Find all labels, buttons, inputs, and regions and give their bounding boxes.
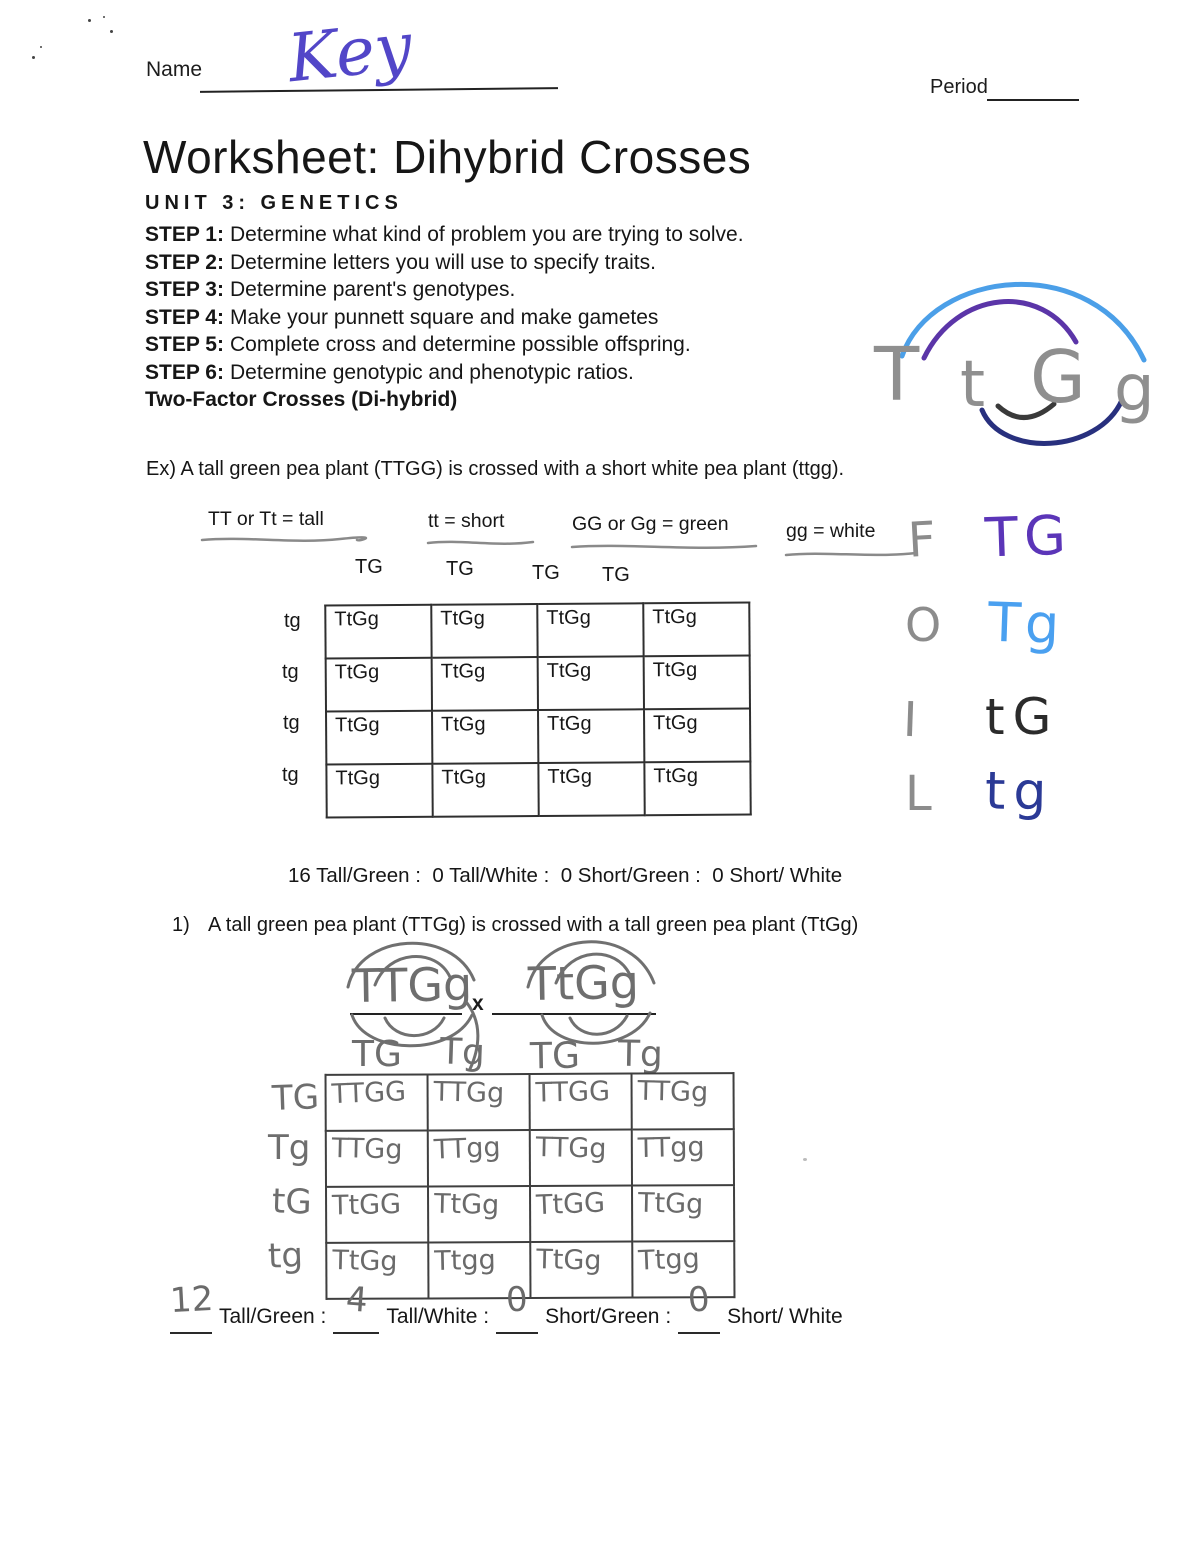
punnett-cell: TTGg bbox=[637, 1075, 709, 1109]
step-line bbox=[145, 276, 865, 304]
punnett-cell: TtGg bbox=[433, 1188, 500, 1221]
problem1-number: 1) bbox=[172, 914, 190, 936]
punnett-cell: TTGG bbox=[331, 1076, 407, 1111]
foil-letter-I: I bbox=[902, 691, 919, 749]
punnett-cell: TtGg bbox=[431, 604, 537, 658]
punnett-cell: Ttgg bbox=[433, 1244, 497, 1277]
step-text: Determine parent's genotypes. bbox=[229, 278, 516, 301]
period-label: Period bbox=[930, 76, 988, 98]
step-line bbox=[145, 304, 865, 332]
punnett-cell: TtGg bbox=[432, 657, 538, 711]
cross-x: x bbox=[472, 992, 484, 1015]
pencil-underline bbox=[570, 542, 760, 554]
step-text: Determine letters you will use to specify traits. bbox=[229, 250, 656, 274]
pencil-underline bbox=[426, 538, 536, 550]
punnett-cell: TtGg bbox=[538, 709, 644, 763]
trait-short: tt = short bbox=[428, 510, 505, 532]
pencil-underline bbox=[200, 535, 360, 547]
step-text: Make your punnett square and make gametes bbox=[229, 305, 659, 329]
punnett-cell: TtGg bbox=[644, 762, 750, 816]
ink-speck bbox=[40, 46, 42, 48]
page-title: Worksheet: Dihybrid Crosses bbox=[143, 131, 752, 183]
answer-value: 0 bbox=[686, 1279, 712, 1321]
punnett-cell: TtGg bbox=[644, 709, 750, 763]
example-row-gamete: tg bbox=[284, 610, 301, 632]
pencil-underline bbox=[784, 549, 919, 561]
punnett-cell: TtGg bbox=[326, 764, 432, 818]
trait-white: gg = white bbox=[786, 520, 876, 542]
p1-col-gamete: Tg bbox=[439, 1031, 486, 1074]
parent1-genotype: TTGg bbox=[351, 956, 473, 1014]
answer-blank bbox=[168, 1278, 215, 1334]
table-row bbox=[326, 1241, 734, 1299]
step-label: STEP 6: bbox=[145, 360, 224, 384]
ttgg-smiley-doodle bbox=[862, 248, 1192, 458]
step-line bbox=[145, 221, 865, 249]
parent1-top-inner-arc bbox=[375, 956, 450, 985]
punnett-cell: TTGg bbox=[433, 1076, 505, 1110]
punnett-cell: TTgg bbox=[433, 1131, 502, 1166]
ratio-label: Short/Green : bbox=[545, 1305, 672, 1328]
example-col-gamete: TG bbox=[602, 564, 630, 586]
punnett-cell: TtGg bbox=[432, 710, 538, 764]
punnett-cell: Ttgg bbox=[637, 1243, 701, 1277]
example-row-gamete: tg bbox=[283, 712, 300, 734]
parent2-top-outer-arc bbox=[528, 942, 654, 987]
example-ratio: 16 Tall/Green : 0 Tall/White : 0 Short/Green : 0 Short/ White bbox=[288, 864, 843, 887]
two-factor-heading: Two-Factor Crosses (Di-hybrid) bbox=[145, 388, 458, 411]
ratio-label: Short/ White bbox=[727, 1305, 843, 1328]
table-row bbox=[325, 603, 749, 659]
ratio-label: Tall/Green : bbox=[219, 1305, 327, 1328]
table-row bbox=[326, 656, 750, 712]
step-line bbox=[145, 249, 865, 277]
punnett-cell: TtGg bbox=[326, 711, 432, 765]
step-label: STEP 4: bbox=[145, 305, 224, 329]
parent2-bottom-inner-arc bbox=[570, 1016, 627, 1034]
ratio-label: Tall/White : bbox=[386, 1305, 490, 1328]
punnett-cell: TtGG bbox=[331, 1188, 402, 1222]
example-prompt: Ex) A tall green pea plant (TTGG) is crossed with a short white pea plant (ttgg). bbox=[146, 458, 845, 480]
example-col-gamete: TG bbox=[446, 558, 474, 580]
doodle-letter-t: t bbox=[960, 348, 986, 422]
punnett-cell: TtGg bbox=[325, 605, 431, 659]
step-text: Determine what kind of problem you are trying to solve. bbox=[229, 223, 744, 246]
period-underline bbox=[987, 99, 1079, 101]
step-label: STEP 5: bbox=[145, 333, 224, 356]
punnett-cell: TTGg bbox=[535, 1132, 607, 1165]
parent2-top-inner-arc bbox=[556, 954, 630, 983]
p1-row-gamete: TG bbox=[271, 1077, 320, 1119]
name-label: Name bbox=[146, 58, 203, 81]
ink-speck bbox=[88, 19, 91, 22]
step-label: STEP 1: bbox=[145, 223, 224, 246]
answer-blank bbox=[496, 1279, 538, 1334]
table-row bbox=[326, 1073, 734, 1131]
smiley-arc-lightblue bbox=[902, 284, 1144, 360]
parent2-genotype: TtGg bbox=[527, 955, 640, 1011]
handwritten-name-key: Key bbox=[284, 7, 416, 98]
step-label: STEP 2: bbox=[145, 250, 224, 274]
table-row bbox=[326, 762, 750, 818]
steps-list bbox=[145, 221, 865, 414]
ink-speck bbox=[103, 16, 105, 18]
doodle-letter-T: T bbox=[874, 332, 920, 418]
table-row bbox=[326, 1185, 734, 1243]
ink-speck bbox=[803, 1158, 807, 1161]
foil-gamete-tG: tG bbox=[985, 688, 1060, 746]
step-label: STEP 3: bbox=[145, 278, 224, 301]
example-col-gamete: TG bbox=[532, 562, 560, 584]
answer-blank bbox=[333, 1279, 379, 1334]
parent1-top-outer-arc bbox=[348, 943, 474, 987]
table-row bbox=[326, 709, 750, 765]
example-punnett-table bbox=[324, 602, 751, 819]
parent1-bottom-inner-arc bbox=[385, 1018, 444, 1036]
problem1-ratio-line bbox=[168, 1278, 843, 1334]
punnett-cell: TtGg bbox=[644, 656, 750, 710]
ink-speck bbox=[32, 56, 35, 59]
example-row-gamete: tg bbox=[282, 764, 299, 786]
punnett-cell: TtGg bbox=[326, 658, 432, 712]
punnett-cell: TtGg bbox=[535, 1244, 602, 1277]
foil-gamete-TG: TG bbox=[983, 503, 1073, 570]
punnett-cell: TtGg bbox=[538, 656, 644, 710]
punnett-cell: TTGG bbox=[535, 1076, 611, 1109]
p1-col-gamete: Tg bbox=[617, 1033, 664, 1076]
foil-letter-O: O bbox=[905, 598, 942, 652]
step-line bbox=[145, 359, 865, 387]
punnett-cell: TTgg bbox=[637, 1131, 705, 1165]
doodle-letter-G: G bbox=[1030, 335, 1086, 419]
p1-row-gamete: tG bbox=[271, 1181, 313, 1223]
example-row-gamete: tg bbox=[282, 661, 299, 683]
punnett-cell: TtGg bbox=[643, 603, 749, 657]
p1-row-gamete: tg bbox=[267, 1235, 304, 1277]
foil-gamete-Tg: Tg bbox=[986, 590, 1065, 657]
table-row bbox=[326, 1129, 734, 1187]
doodle-letter-g: g bbox=[1114, 352, 1155, 426]
p1-row-gamete: Tg bbox=[268, 1128, 311, 1168]
foil-letter-L: L bbox=[905, 766, 932, 822]
answer-value: 4 bbox=[344, 1279, 369, 1321]
ink-speck bbox=[110, 30, 113, 33]
punnett-cell: TtGg bbox=[331, 1245, 398, 1278]
trait-green: GG or Gg = green bbox=[572, 513, 729, 535]
punnett-cell: TtGg bbox=[537, 603, 643, 657]
step-text: Determine genotypic and phenotypic ratios. bbox=[229, 360, 634, 384]
problem1-prompt: A tall green pea plant (TTGg) is crossed with a tall green pea plant (TtGg) bbox=[208, 914, 859, 936]
punnett-cell: TtGg bbox=[432, 763, 538, 817]
unit-heading: UNIT 3: GENETICS bbox=[145, 192, 403, 214]
punnett-cell: TtGg bbox=[637, 1187, 704, 1221]
foil-letter-F: F bbox=[906, 511, 938, 569]
step-line bbox=[145, 331, 865, 359]
foil-gamete-tg: tg bbox=[984, 761, 1055, 823]
punnett-cell: TTGg bbox=[331, 1132, 403, 1166]
punnett-cell: TtGg bbox=[538, 762, 644, 816]
step-text: Complete cross and determine possible offspring. bbox=[229, 333, 691, 356]
p1-col-gamete: TG bbox=[352, 1034, 402, 1075]
problem1-punnett-table bbox=[325, 1072, 736, 1300]
answer-value: 0 bbox=[505, 1279, 529, 1321]
trait-tall: TT or Tt = tall bbox=[208, 508, 324, 530]
example-col-gamete: TG bbox=[355, 556, 383, 578]
p1-col-gamete: TG bbox=[529, 1035, 581, 1078]
answer-blank bbox=[678, 1279, 720, 1334]
punnett-cell: TtGG bbox=[535, 1187, 606, 1222]
answer-value: 12 bbox=[168, 1278, 215, 1322]
